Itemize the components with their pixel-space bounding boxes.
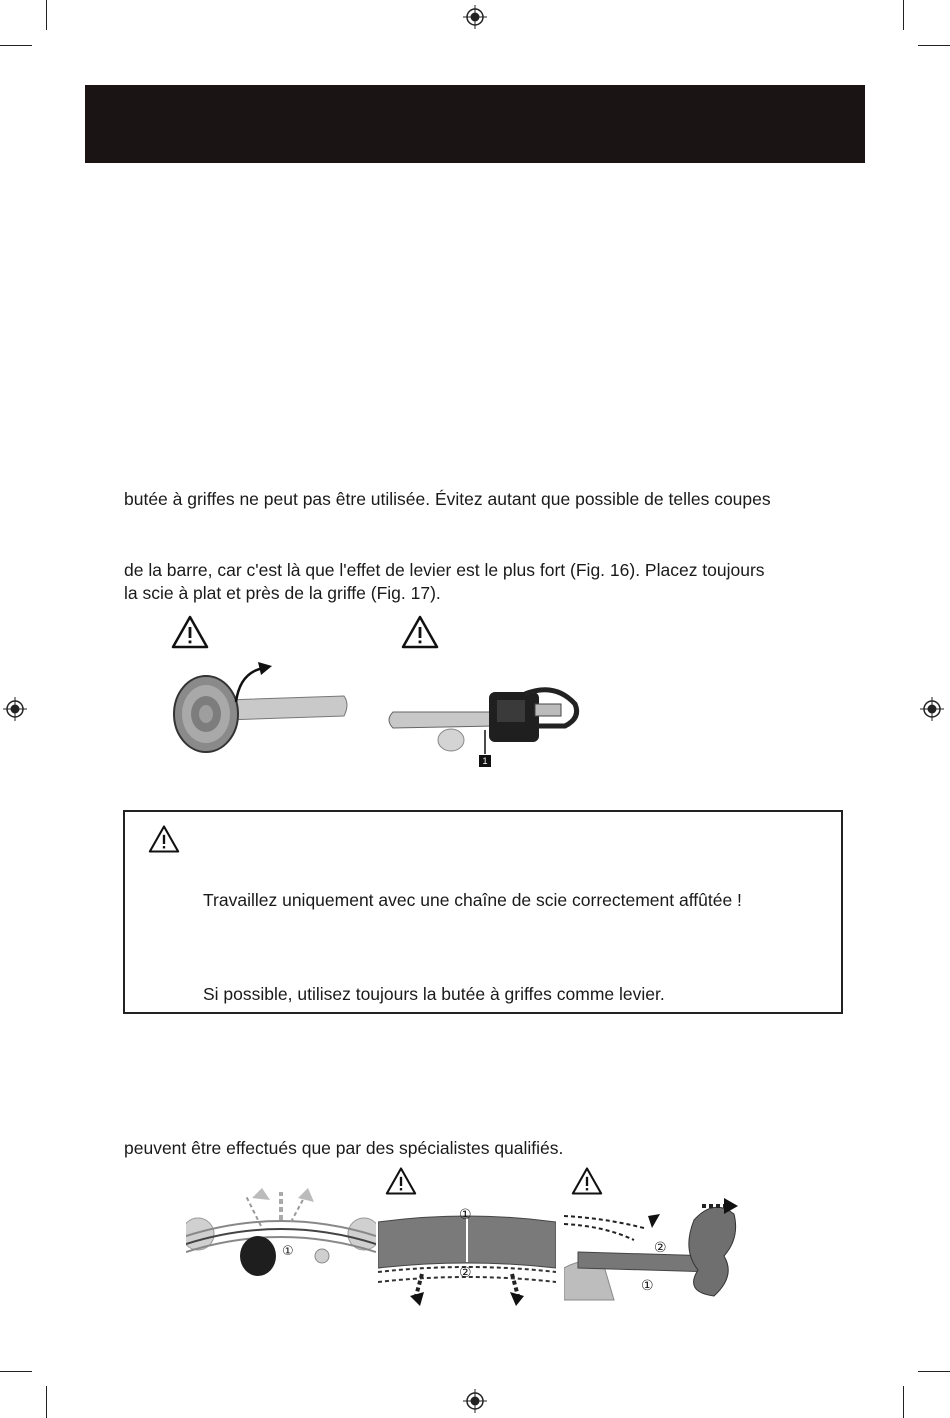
warning-line: Travaillez uniquement avec une chaîne de scie correctement affûtée ! xyxy=(203,890,742,910)
figure-label: ② xyxy=(459,1265,472,1281)
header-bar xyxy=(85,85,865,163)
figure-label: ① xyxy=(641,1278,654,1294)
warning-triangle-icon xyxy=(570,1166,604,1196)
figure-label: ② xyxy=(654,1240,667,1256)
kickback-zone-figure xyxy=(186,1186,376,1286)
crop-mark xyxy=(918,45,950,46)
figure-label: ① xyxy=(459,1207,472,1223)
warning-triangle-icon xyxy=(400,614,440,650)
log-pinch-figure xyxy=(378,1212,556,1312)
crop-mark xyxy=(46,0,47,30)
crop-mark xyxy=(903,1386,904,1418)
paragraph-line: la scie à plat et près de la griffe (Fig. 17). xyxy=(124,583,441,603)
figure-label: ① xyxy=(282,1244,294,1259)
warning-box xyxy=(123,810,843,1014)
paragraph-line: butée à griffes ne peut pas être utilisée. Évitez autant que possible de telles coupes xyxy=(124,489,771,509)
figure-callout-badge: 1 xyxy=(479,755,491,767)
registration-mark-icon xyxy=(463,5,487,29)
registration-mark-icon xyxy=(920,697,944,721)
crop-mark xyxy=(0,1371,32,1372)
crop-mark xyxy=(0,45,32,46)
kickback-figure-16 xyxy=(168,660,350,760)
warning-triangle-icon xyxy=(147,824,181,854)
paragraph-line: peuvent être effectués que par des spécialistes qualifiés. xyxy=(124,1138,564,1158)
crop-mark xyxy=(46,1386,47,1418)
warning-triangle-icon xyxy=(384,1166,418,1196)
warning-triangle-icon xyxy=(170,614,210,650)
crop-mark xyxy=(903,0,904,30)
registration-mark-icon xyxy=(3,697,27,721)
warning-line: Si possible, utilisez toujours la butée à griffes comme levier. xyxy=(203,984,665,1004)
registration-mark-icon xyxy=(463,1389,487,1413)
paragraph-line: de la barre, car c'est là que l'effet de levier est le plus fort (Fig. 16). Placez toujours xyxy=(124,560,765,580)
crop-mark xyxy=(918,1371,950,1372)
